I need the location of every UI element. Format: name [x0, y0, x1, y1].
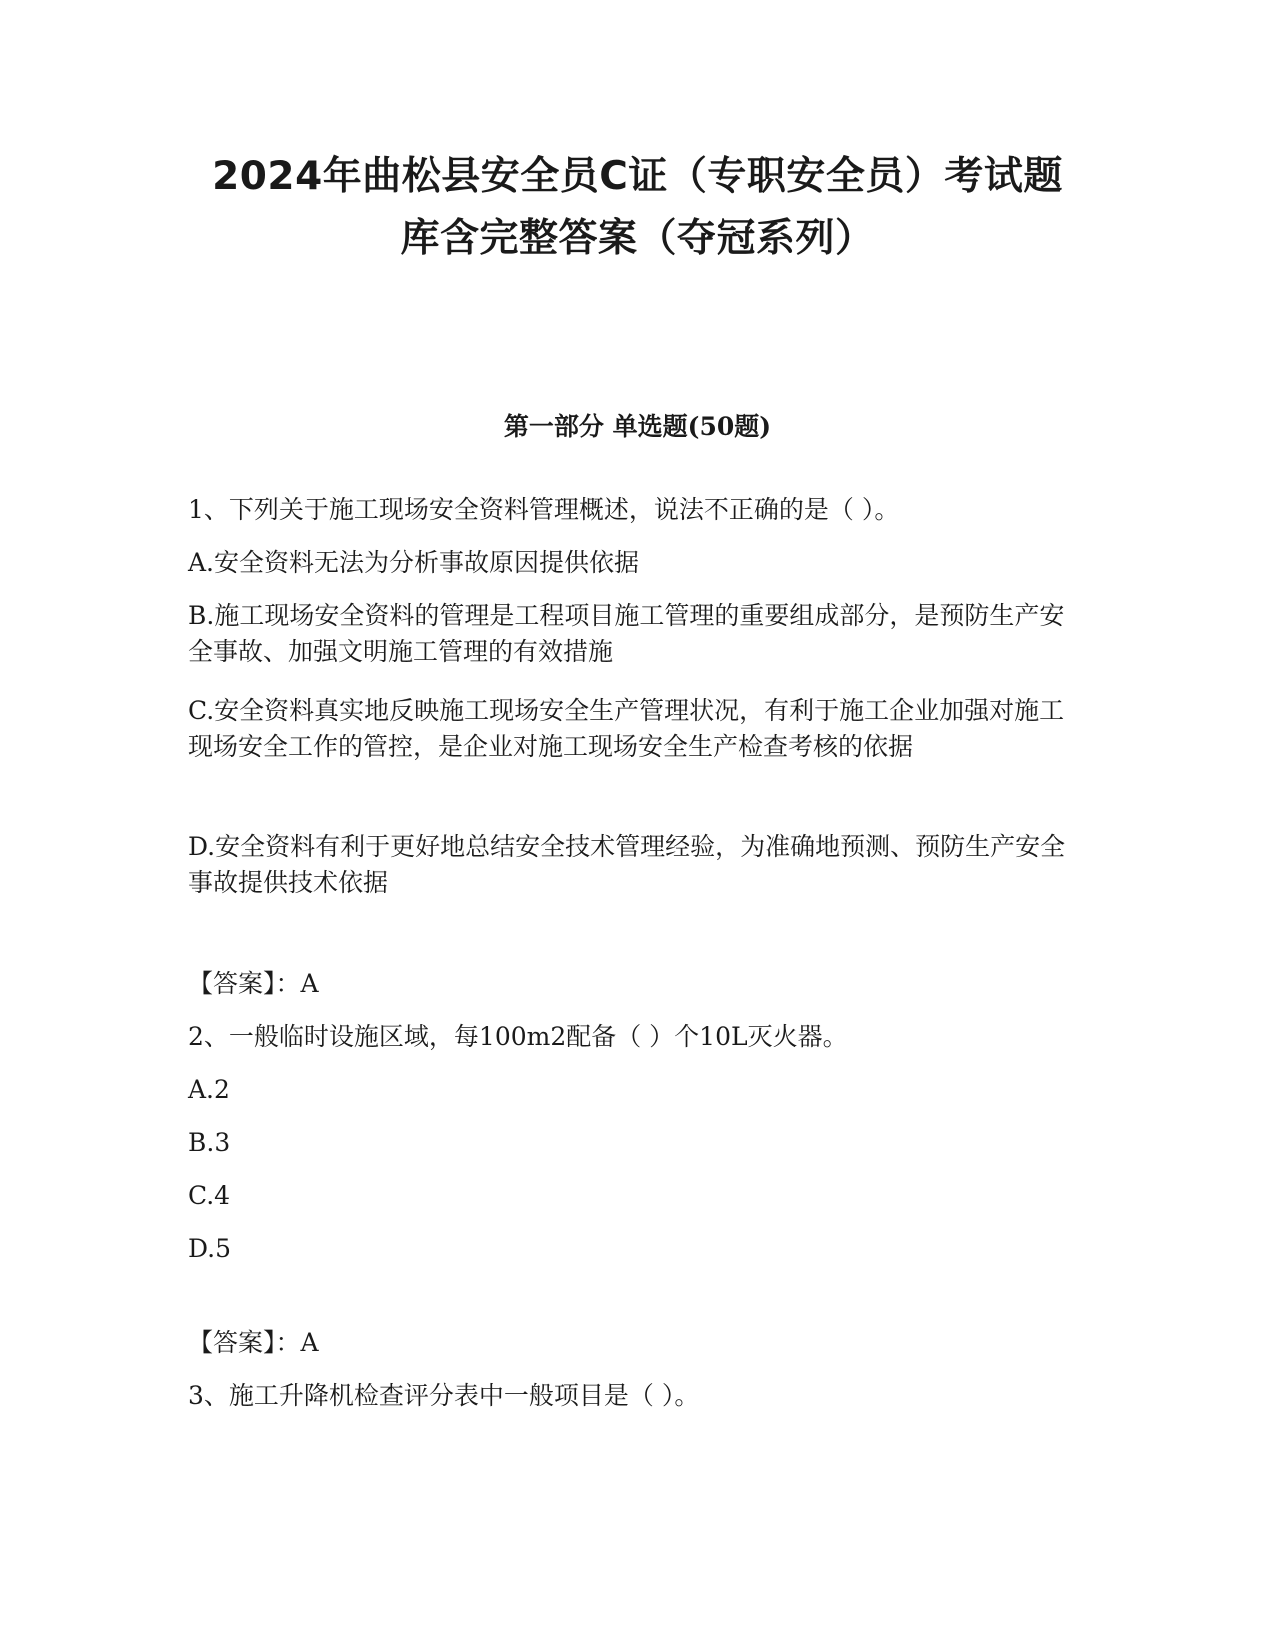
question-2-answer: 【答案】：A [188, 1328, 319, 1357]
question-2-option-b: B.3 [188, 1128, 231, 1157]
question-2-option-c: C.4 [188, 1181, 231, 1210]
question-2-stem: 2、一般临时设施区域，每100m2配备（ ）个10L灭火器。 [188, 1022, 848, 1051]
question-2-option-d: D.5 [188, 1234, 232, 1263]
question-2-option-a: A.2 [188, 1075, 230, 1104]
question-1-answer: 【答案】：A [188, 969, 319, 998]
document-title-line-1: 2024年曲松县安全员C证（专职安全员）考试题 [212, 154, 1063, 199]
question-1-option-b: B.施工现场安全资料的管理是工程项目施工管理的重要组成部分，是预防生产安全事故、加强文明施工管理的有效措施 [188, 601, 1065, 666]
question-1-option-d: D.安全资料有利于更好地总结安全技术管理经验，为准确地预测、预防生产安全事故提供技术依据 [188, 832, 1066, 897]
document-title-line-2: 库含完整答案（夺冠系列） [400, 216, 875, 261]
question-1-option-c: C.安全资料真实地反映施工现场安全生产管理状况，有利于施工企业加强对施工现场安全工作的管控，是企业对施工现场安全生产检查考核的依据 [188, 696, 1065, 761]
section-heading: 第一部分 单选题(50题) [503, 412, 772, 441]
question-3-stem: 3、施工升降机检查评分表中一般项目是（ ）。 [188, 1381, 700, 1410]
question-1-stem: 1、下列关于施工现场安全资料管理概述，说法不正确的是（ ）。 [188, 495, 900, 524]
question-1-option-a: A.安全资料无法为分析事故原因提供依据 [188, 548, 640, 577]
